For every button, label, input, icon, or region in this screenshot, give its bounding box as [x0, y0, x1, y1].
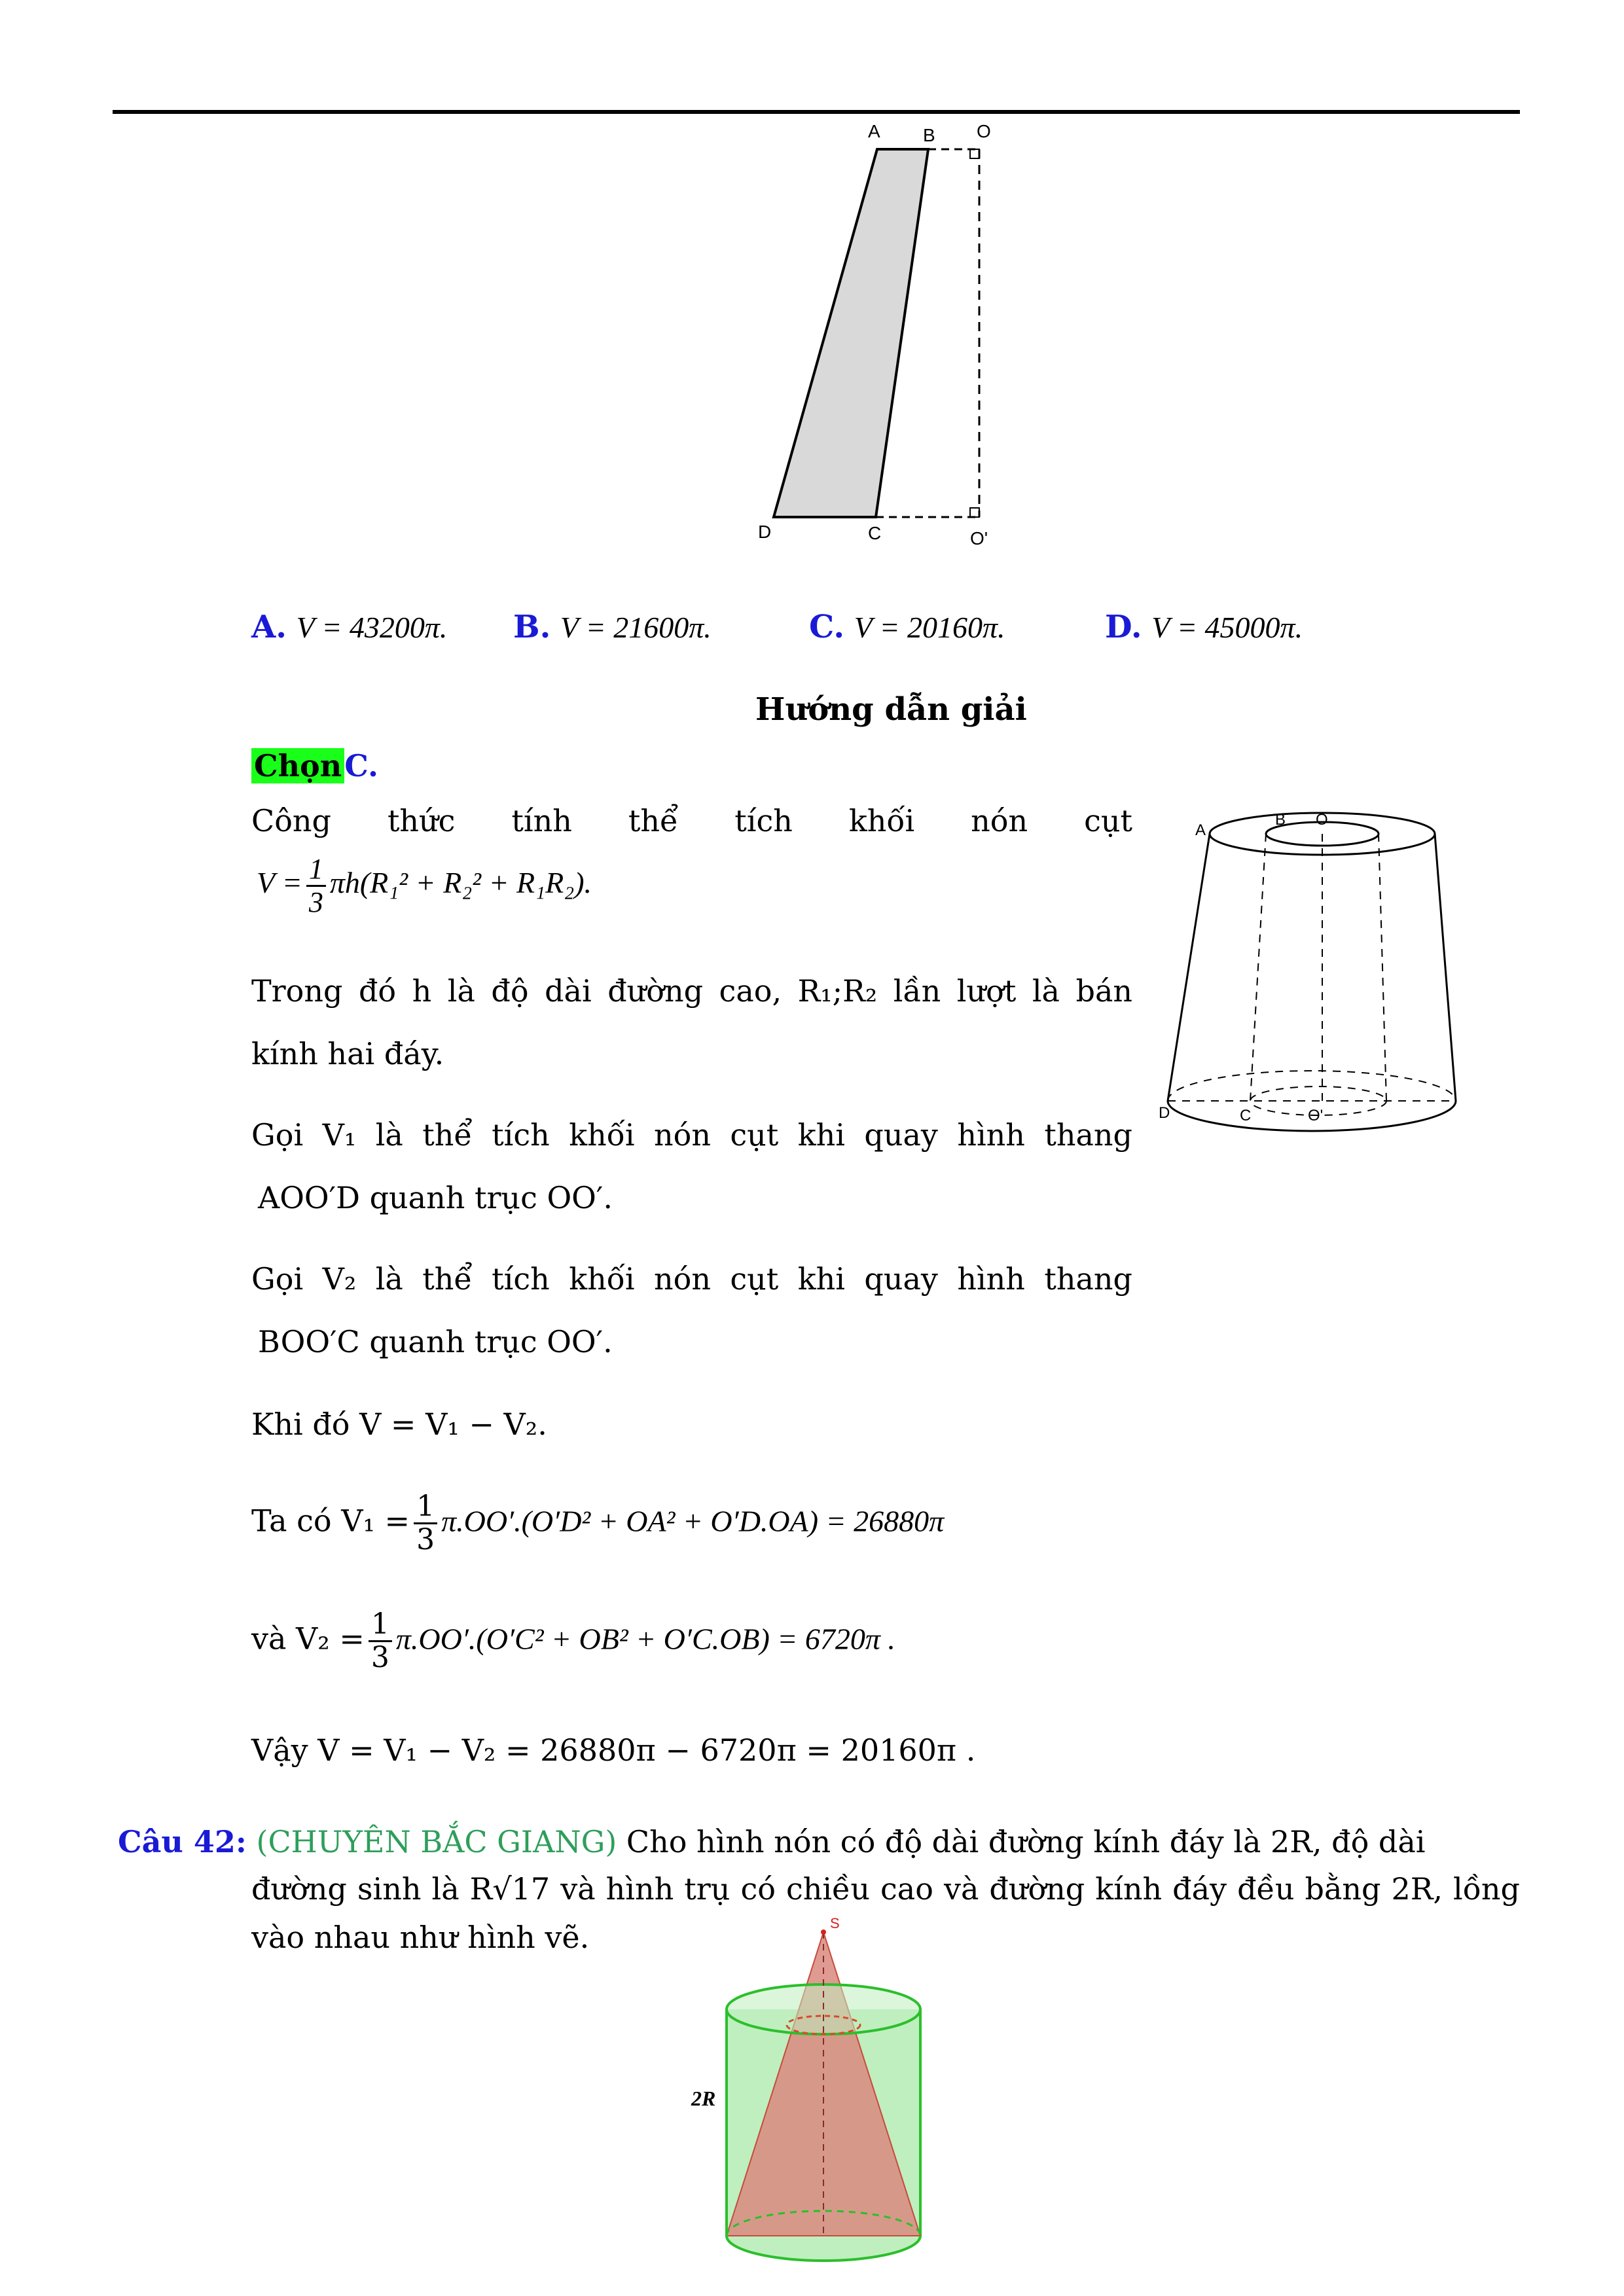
choose-answer: C. — [344, 748, 379, 783]
question-42-source: (CHUYÊN BẮC GIANG) — [256, 1824, 617, 1859]
frustum-figure — [1159, 805, 1473, 1185]
frustum-inner-left — [1250, 834, 1266, 1101]
option-b-value: V = 21600π. — [560, 611, 712, 644]
label-o: O — [977, 121, 991, 141]
solution-p6 — [251, 1491, 944, 1556]
choose-label: Chọn — [251, 748, 344, 783]
question-42-text-line1: Cho hình nón có độ dài đường kính đáy là 2R, độ dài — [626, 1824, 1426, 1859]
option-d — [1105, 607, 1303, 647]
p6-lhs: Ta có V₁ = — [251, 1503, 410, 1539]
choose-line — [251, 746, 378, 785]
formula-fraction — [306, 853, 326, 918]
label-o-prime: O' — [970, 528, 988, 548]
formula-lhs: V = — [257, 866, 302, 900]
solution-p4-line1: Gọi V₂ là thể tích khối nón cụt khi quay hình thang — [251, 1261, 1132, 1297]
option-c-value: V = 20160π. — [854, 611, 1005, 644]
solution-p7 — [251, 1609, 895, 1674]
trapezoid-figure — [740, 118, 1015, 550]
p7-fraction — [369, 1609, 392, 1674]
p7-lhs: và V₂ = — [251, 1621, 365, 1657]
question-42-line2: đường sinh là R√17 và hình trụ có chiều cao và đường kính đáy đều bằng 2R, lồng — [251, 1871, 1520, 1907]
frustum-label-a: A — [1195, 821, 1206, 839]
question-42-line1 — [118, 1822, 1520, 1861]
solution-p5: Khi đó V = V₁ − V₂. — [251, 1407, 547, 1442]
option-d-letter: D. — [1105, 609, 1142, 645]
p7-rest: π.OO′.(O′C² + OB² + O′C.OB) = 6720π . — [395, 1622, 895, 1656]
cone-cylinder-figure — [687, 1918, 962, 2284]
solution-p1-line1: Công thức tính thể tích khối nón cụt — [251, 803, 1132, 838]
solution-p2-line1: Trong đó h là độ dài đường cao, R₁;R₂ lần lượt là bán — [251, 973, 1132, 1009]
formula-den: 3 — [308, 886, 323, 918]
frustum-label-b: B — [1275, 811, 1286, 829]
trapezoid-shape — [774, 149, 928, 517]
solution-p4-line2: BOO′C quanh trục OO′. — [258, 1324, 613, 1359]
option-a — [251, 607, 447, 647]
p6-fraction — [414, 1491, 437, 1556]
cone-apex — [821, 1929, 826, 1935]
option-a-letter: A. — [251, 609, 287, 645]
formula-rest: πh(R₁² + R₂² + R₁R₂). — [329, 866, 592, 900]
solution-p8: Vậy V = V₁ − V₂ = 26880π − 6720π = 20160π . — [251, 1732, 976, 1768]
option-b — [513, 607, 712, 647]
question-42-line3: vào nhau như hình vẽ. — [251, 1920, 590, 1955]
solution-p2-line2: kính hai đáy. — [251, 1036, 444, 1071]
formula-frustum-volume — [257, 853, 592, 918]
label-s: S — [830, 1918, 840, 1931]
option-d-value: V = 45000π. — [1151, 611, 1303, 644]
label-b: B — [923, 125, 935, 145]
p7-num: 1 — [369, 1609, 392, 1642]
solution-p3-line2: AOO′D quanh trục OO′. — [258, 1180, 613, 1215]
p6-den: 3 — [416, 1523, 435, 1556]
header-rule — [113, 110, 1520, 114]
solution-p3-line1: Gọi V₁ là thể tích khối nón cụt khi quay hình thang — [251, 1117, 1132, 1153]
option-b-letter: B. — [513, 609, 551, 645]
frustum-inner-right — [1379, 834, 1386, 1101]
frustum-label-c: C — [1240, 1107, 1252, 1124]
p7-den: 3 — [370, 1641, 389, 1674]
option-c-letter: C. — [809, 609, 845, 645]
right-angle-bottom — [970, 508, 979, 517]
frustum-right-side — [1435, 834, 1456, 1101]
frustum-label-d: D — [1159, 1104, 1170, 1122]
frustum-left-side — [1168, 834, 1210, 1101]
solution-heading: Hướng dẫn giải — [755, 691, 1027, 728]
frustum-label-o: O — [1316, 811, 1328, 829]
p6-rest: π.OO′.(O′D² + OA² + O′D.OA) = 26880π — [441, 1504, 945, 1538]
label-a: A — [868, 121, 880, 141]
frustum-label-o-prime: O' — [1308, 1107, 1324, 1124]
formula-num: 1 — [306, 853, 326, 887]
option-c — [809, 607, 1005, 647]
frustum-bottom-back — [1168, 1071, 1456, 1101]
label-2r: 2R — [691, 2087, 716, 2110]
label-c: C — [868, 523, 882, 543]
label-d: D — [758, 522, 772, 542]
option-a-value: V = 43200π. — [296, 611, 448, 644]
right-angle-top — [970, 149, 979, 158]
question-42-label: Câu 42: — [118, 1824, 247, 1859]
p6-num: 1 — [414, 1491, 437, 1524]
